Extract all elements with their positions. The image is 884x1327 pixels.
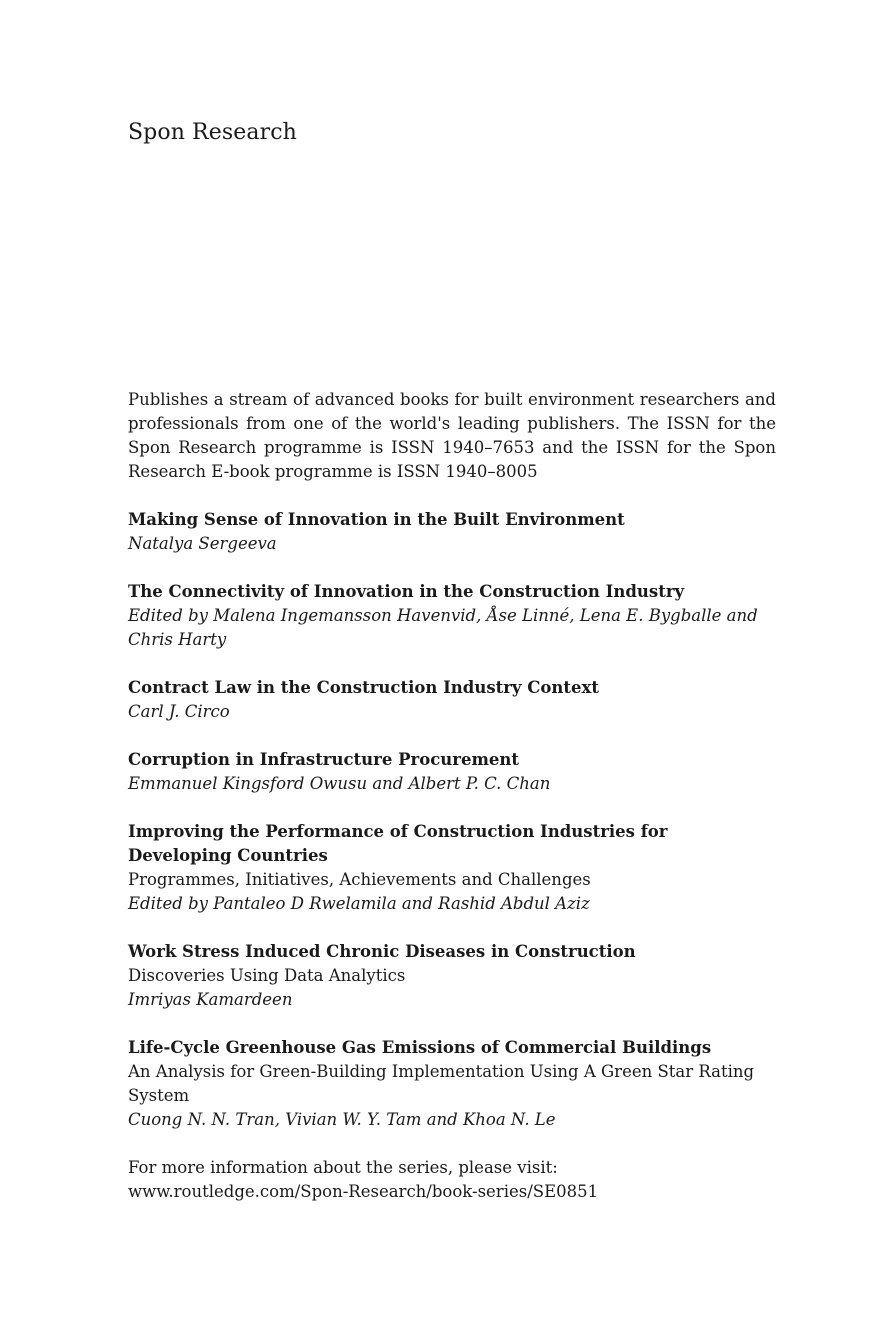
book-entry bbox=[128, 580, 776, 652]
book-title: Making Sense of Innovation in the Built Environment bbox=[128, 510, 625, 529]
book-title: Improving the Performance of Construction Industries for Developing Countries bbox=[128, 822, 668, 865]
book-entry bbox=[128, 676, 776, 724]
book-authors: Edited by Malena Ingemansson Havenvid, Åse Linné, Lena E. Bygballe and Chris Harty bbox=[128, 606, 758, 649]
book-title: Life-Cycle Greenhouse Gas Emissions of Commercial Buildings bbox=[128, 1038, 712, 1057]
book-subtitle: Discoveries Using Data Analytics bbox=[128, 966, 406, 985]
book-subtitle: Programmes, Initiatives, Achievements and Challenges bbox=[128, 870, 591, 889]
more-info-text: For more information about the series, please visit: www.routledge.com/Spon-Research/book-series/SE0851 bbox=[128, 1158, 599, 1201]
book-entry bbox=[128, 820, 776, 916]
book-subtitle: An Analysis for Green-Building Implementation Using A Green Star Rating System bbox=[128, 1062, 755, 1105]
book-title: Contract Law in the Construction Industry Context bbox=[128, 678, 599, 697]
book-title: Corruption in Infrastructure Procurement bbox=[128, 750, 520, 769]
book-entry bbox=[128, 1036, 776, 1132]
book-entry bbox=[128, 748, 776, 796]
series-content bbox=[128, 388, 776, 1204]
book-title: The Connectivity of Innovation in the Construction Industry bbox=[128, 582, 685, 601]
book-authors: Carl J. Circo bbox=[128, 702, 230, 721]
book-entry bbox=[128, 508, 776, 556]
book-title: Work Stress Induced Chronic Diseases in Construction bbox=[128, 942, 636, 961]
book-authors: Imriyas Kamardeen bbox=[128, 990, 293, 1009]
book-authors: Cuong N. N. Tran, Vivian W. Y. Tam and Khoa N. Le bbox=[128, 1110, 556, 1129]
series-description: Publishes a stream of advanced books for built environment researchers and professionals from one of the world's leading publishers. The ISSN for the Spon Research programme is ISSN 1940–7653 and the ISSN for the Spon Research E-book programme is ISSN 1940–8005 bbox=[128, 390, 776, 481]
book-authors: Emmanuel Kingsford Owusu and Albert P. C. Chan bbox=[128, 774, 551, 793]
book-entry bbox=[128, 940, 776, 1012]
series-title: Spon Research bbox=[128, 120, 297, 145]
book-authors: Edited by Pantaleo D Rwelamila and Rashid Abdul Aziz bbox=[128, 894, 590, 913]
book-authors: Natalya Sergeeva bbox=[128, 534, 277, 553]
